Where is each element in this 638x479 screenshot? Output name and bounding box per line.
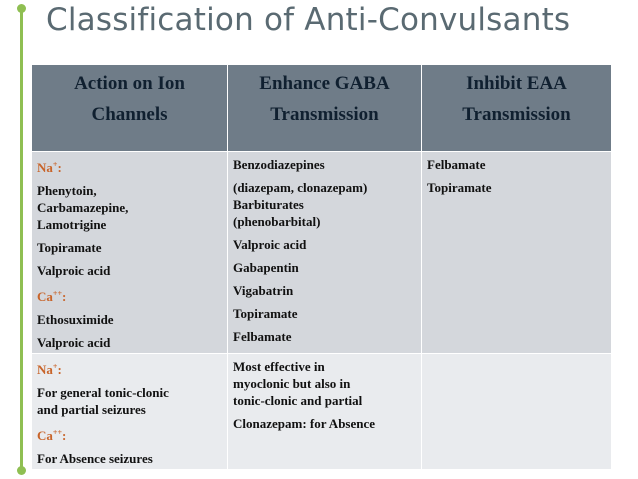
ion-charge: + bbox=[52, 362, 58, 371]
drug-item: Carbamazepine, bbox=[37, 200, 129, 215]
drug-item: Phenytoin, bbox=[37, 183, 97, 198]
calcium-label: Ca++: bbox=[37, 428, 67, 443]
gaba-drugs-cell bbox=[228, 152, 422, 354]
header-row bbox=[32, 65, 612, 152]
decorative-vertical-line bbox=[20, 8, 23, 470]
ion-charge: ++ bbox=[52, 289, 63, 298]
header-line: Channels bbox=[91, 104, 168, 125]
clinical-use-row bbox=[32, 354, 612, 470]
ion-channel-use-cell bbox=[32, 354, 228, 470]
use-item: tonic-clonic and partial bbox=[233, 393, 363, 408]
drug-item: Ethosuximide bbox=[37, 312, 114, 327]
use-item: and partial seizures bbox=[37, 402, 146, 417]
eaa-drugs-cell bbox=[422, 152, 612, 354]
header-line: Action on Ion bbox=[74, 73, 185, 94]
drug-item: Felbamate bbox=[427, 157, 486, 172]
header-line: Transmission bbox=[462, 104, 571, 125]
slide-title: Classification of Anti-Convulsants bbox=[46, 2, 571, 38]
header-line: Inhibit EAA bbox=[466, 73, 567, 94]
sodium-label: Na+: bbox=[37, 362, 62, 377]
use-item: For Absence seizures bbox=[37, 451, 153, 466]
use-item: Clonazepam: for Absence bbox=[233, 416, 376, 431]
drug-item: Topiramate bbox=[427, 180, 492, 195]
eaa-use-cell bbox=[422, 354, 612, 470]
drug-item: Barbiturates bbox=[233, 197, 304, 212]
decorative-dot-top bbox=[17, 4, 26, 13]
use-item: For general tonic-clonic bbox=[37, 385, 169, 400]
drug-item: Felbamate bbox=[233, 329, 292, 344]
header-line: Transmission bbox=[270, 104, 379, 125]
calcium-label: Ca++: bbox=[37, 289, 67, 304]
drug-item: Benzodiazepines bbox=[233, 157, 325, 172]
sodium-label: Na+: bbox=[37, 160, 62, 175]
use-item: Most effective in bbox=[233, 359, 325, 374]
gaba-use-cell bbox=[228, 354, 422, 470]
ion-symbol: Na bbox=[37, 160, 53, 175]
drug-item: Gabapentin bbox=[233, 260, 299, 275]
header-ion-channels bbox=[32, 65, 228, 152]
header-line: Enhance GABA bbox=[259, 73, 390, 94]
ion-charge: ++ bbox=[52, 428, 63, 437]
drug-item: (phenobarbital) bbox=[233, 214, 321, 229]
drug-item: Valproic acid bbox=[37, 263, 111, 278]
ion-channel-drugs-cell bbox=[32, 152, 228, 354]
ion-symbol: Na bbox=[37, 362, 53, 377]
drug-item: (diazepam, clonazepam) bbox=[233, 180, 368, 195]
drug-item: Topiramate bbox=[233, 306, 298, 321]
header-eaa bbox=[422, 65, 612, 152]
use-item: myoclonic but also in bbox=[233, 376, 351, 391]
ion-symbol: Ca bbox=[37, 428, 53, 443]
drug-item: Valproic acid bbox=[233, 237, 307, 252]
ion-symbol: Ca bbox=[37, 289, 53, 304]
drug-item: Valproic acid bbox=[37, 335, 111, 350]
decorative-dot-bottom bbox=[17, 466, 26, 475]
classification-table bbox=[31, 64, 612, 470]
header-gaba bbox=[228, 65, 422, 152]
drug-item: Lamotrigine bbox=[37, 217, 107, 232]
ion-charge: + bbox=[52, 160, 58, 169]
drugs-row bbox=[32, 152, 612, 354]
drug-item: Vigabatrin bbox=[233, 283, 294, 298]
drug-item: Topiramate bbox=[37, 240, 102, 255]
